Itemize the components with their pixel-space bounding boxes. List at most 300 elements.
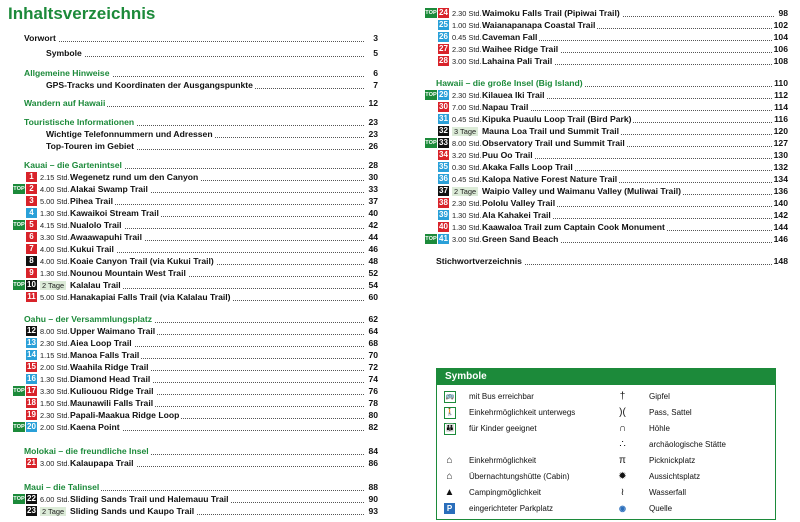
tour-number-badge: 1: [26, 172, 37, 182]
toc-entry[interactable]: [24, 129, 378, 140]
tour-duration: [452, 234, 482, 245]
toc-page-number: 93: [368, 506, 378, 516]
toc-entry-title: Kipuka Puaulu Loop Trail (Bird Park): [482, 114, 632, 124]
toc-page-number: 28: [368, 160, 378, 170]
toc-page-number: 72: [368, 362, 378, 372]
symbol-description: Aussichtsplatz: [649, 472, 701, 481]
toc-entry-title: Kawaikoi Stream Trail: [70, 208, 159, 218]
tour-duration-value: 4.00 Std.: [40, 245, 70, 254]
bus-icon: 🚌: [444, 391, 456, 403]
toc-entry-tour[interactable]: [438, 32, 788, 43]
tour-number-badge: 8: [26, 256, 37, 266]
toc-entry-title: Koaie Canyon Trail (via Kukui Trail): [70, 256, 214, 266]
toc-entry-title: Waihee Ridge Trail: [482, 44, 559, 54]
toc-page-number: 108: [773, 56, 788, 66]
toc-entry-title: Akaka Falls Loop Trail: [482, 162, 573, 172]
tour-number-badge: 41: [439, 234, 448, 243]
toc-entry-title: Waipio Valley und Waimanu Valley (Muliwai Trail): [482, 186, 681, 196]
toc-entry-tour[interactable]: [438, 126, 788, 137]
symbol-description: Campingmöglichkeit: [469, 488, 542, 497]
toc-entry-title: Pihea Trail: [70, 196, 113, 206]
toc-entry-tour[interactable]: [438, 186, 788, 197]
toc-page-number: 86: [368, 458, 378, 468]
tour-number-badge: 29: [439, 90, 448, 99]
tour-duration: [40, 268, 70, 279]
toc-page-number: 54: [368, 280, 378, 290]
tour-duration-value: 2.30 Std.: [40, 411, 70, 420]
toc-entry-tour[interactable]: [438, 174, 788, 185]
toc-entry-tour[interactable]: [26, 172, 378, 183]
tour-duration-value: 2.15 Std.: [40, 173, 70, 182]
toc-entry-title: Green Sand Beach: [482, 234, 559, 244]
toc-entry[interactable]: [436, 256, 788, 267]
tour-number-badge: 37: [439, 186, 448, 195]
tour-duration-value: 2.00 Std.: [40, 363, 70, 372]
toc-page-number: 88: [368, 482, 378, 492]
tour-duration-value: 0.45 Std.: [452, 175, 482, 184]
viewpoint-icon: ✹: [618, 471, 627, 482]
hiker-icon: 🚶: [444, 407, 456, 419]
toc-entry-tour[interactable]: [26, 208, 378, 219]
symbol-description: mit Bus erreichbar: [469, 392, 534, 401]
tour-duration-value: 2.00 Std.: [40, 423, 70, 432]
toc-entry-tour[interactable]: [26, 362, 378, 373]
toc-entry-title: Vorwort: [24, 33, 56, 43]
cave-icon: ∩: [618, 423, 627, 434]
toc-entry-title: Kauai – die Gartenintsel: [24, 160, 122, 170]
toc-page-number: 30: [368, 172, 378, 182]
toc-entry[interactable]: [24, 68, 378, 79]
toc-entry[interactable]: [24, 314, 378, 325]
toc-page-number: 33: [368, 184, 378, 194]
tour-number-badge: 14: [27, 350, 36, 359]
tour-duration-value: 0.45 Std.: [452, 115, 482, 124]
toc-page-number: 64: [368, 326, 378, 336]
tour-duration-value: 2.30 Std.: [452, 45, 482, 54]
toc-entry-tour[interactable]: [438, 114, 788, 125]
tour-duration: [40, 422, 70, 433]
tour-number-badge: 12: [27, 326, 36, 335]
symbol-description: Höhle: [649, 424, 670, 433]
toc-entry-tour[interactable]: [438, 198, 788, 209]
waterfall-icon: ≀: [620, 487, 625, 498]
toc-page-number: 42: [368, 220, 378, 230]
tour-duration: [452, 56, 482, 67]
tour-number-badge: 15: [27, 362, 36, 371]
tour-number-badge: 25: [439, 20, 448, 29]
toc-page-number: 114: [774, 102, 788, 112]
toc-entry-title: Caveman Fall: [482, 32, 538, 42]
top-tour-badge: TOP: [13, 388, 25, 394]
toc-entry-tour[interactable]: [26, 232, 378, 243]
tour-number-badge: 3: [26, 196, 37, 206]
toc-entry-tour[interactable]: [425, 138, 788, 149]
tour-number-badge: 9: [26, 268, 37, 278]
tour-number-badge: 40: [439, 222, 448, 231]
tour-duration: [40, 280, 66, 291]
toc-entry-tour[interactable]: [13, 280, 378, 291]
spring-icon: ◉: [619, 504, 626, 513]
toc-entry-title: Kalaupapa Trail: [70, 458, 134, 468]
tour-number-badge: 16: [27, 374, 36, 383]
tour-duration: [40, 244, 70, 255]
toc-entry-title: Hanakapiai Falls Trail (via Kalalau Trail): [70, 292, 231, 302]
toc-entry[interactable]: [24, 446, 378, 457]
toc-entry[interactable]: [24, 80, 378, 91]
tour-duration-value: 4.00 Std.: [40, 185, 70, 194]
tour-duration: [40, 398, 70, 409]
toc-entry[interactable]: [436, 78, 788, 89]
camping-icon: ▲: [444, 487, 455, 498]
tour-number-badge: 32: [439, 126, 448, 135]
tour-duration: [40, 362, 70, 373]
tour-duration: [40, 374, 70, 385]
toc-entry-title: GPS-Tracks und Koordinaten der Ausgangspunkte: [46, 80, 253, 90]
toc-page-number: 68: [368, 338, 378, 348]
tour-duration-value: 4.00 Std.: [40, 257, 70, 266]
tour-duration-value: 1.00 Std.: [452, 21, 482, 30]
tour-number-badge: 27: [439, 44, 448, 53]
toc-entry-tour[interactable]: [26, 374, 378, 385]
tour-duration-value: 1.15 Std.: [40, 351, 70, 360]
tour-duration-value: 2 Tage: [42, 507, 65, 516]
toc-entry-title: Maunawili Falls Trail: [70, 398, 154, 408]
toc-entry[interactable]: [24, 48, 378, 59]
tour-duration-value: 0.45 Std.: [452, 33, 482, 42]
tour-duration-value: 5.00 Std.: [40, 197, 70, 206]
tour-duration-value: 3.00 Std.: [40, 459, 70, 468]
tour-number-badge: 5: [26, 220, 37, 230]
tour-duration-value: 3.30 Std.: [40, 233, 70, 242]
symbol-description: archäologische Stätte: [649, 440, 726, 449]
toc-page-number: 46: [368, 244, 378, 254]
symbol-description: Einkehrmöglichkeit: [469, 456, 537, 465]
tour-duration-value: 1.50 Std.: [40, 399, 70, 408]
toc-entry-title: Napau Trail: [482, 102, 529, 112]
tour-duration-value: 7.00 Std.: [452, 103, 482, 112]
symbol-description: Picknickplatz: [649, 456, 696, 465]
toc-page-number: 116: [774, 114, 788, 124]
tour-number-badge: 26: [439, 32, 448, 41]
toc-entry-tour[interactable]: [438, 210, 788, 221]
tour-duration: [452, 20, 482, 31]
tour-number-badge: 23: [27, 506, 36, 515]
symbols-legend: [436, 368, 776, 520]
toc-page-number: 5: [373, 48, 378, 58]
toc-entry-tour[interactable]: [26, 326, 378, 337]
symbol-description: Übernachtungshütte (Cabin): [469, 472, 570, 481]
toc-page-number: 142: [773, 210, 788, 220]
toc-entry[interactable]: [24, 482, 378, 493]
toc-page-number: 134: [773, 174, 788, 184]
tour-duration: [452, 126, 478, 137]
toc-entry-tour[interactable]: [26, 292, 378, 303]
tour-number-badge: 11: [27, 292, 36, 301]
tour-duration: [40, 220, 70, 231]
toc-page-number: 62: [368, 314, 378, 324]
toc-entry[interactable]: [24, 33, 378, 44]
archaeological-site-icon: ∴: [619, 439, 626, 450]
tour-duration: [452, 198, 482, 209]
toc-page-number: 26: [368, 141, 378, 151]
toc-page-number: 144: [773, 222, 788, 232]
tour-duration-value: 3.00 Std.: [452, 57, 482, 66]
tour-number-badge: 31: [439, 114, 448, 123]
toc-entry-title: Manoa Falls Trail: [70, 350, 140, 360]
toc-page-number: 48: [368, 256, 378, 266]
top-tour-badge: TOP: [13, 424, 25, 430]
toc-entry-tour[interactable]: [438, 56, 788, 67]
toc-entry-tour[interactable]: [13, 422, 378, 433]
toc-entry-title: Aiea Loop Trail: [70, 338, 132, 348]
toc-entry-title: Oahu – der Versammlungsplatz: [24, 314, 152, 324]
tour-duration-value: 8.00 Std.: [452, 139, 482, 148]
toc-entry-title: Alakai Swamp Trail: [70, 184, 148, 194]
tour-number-badge: 13: [27, 338, 36, 347]
tour-duration: [40, 386, 70, 397]
toc-entry-tour[interactable]: [438, 162, 788, 173]
dot-leader: [46, 48, 364, 57]
tour-duration: [40, 410, 70, 421]
top-tour-badge: TOP: [425, 140, 437, 146]
toc-entry-title: Lahaina Pali Trail: [482, 56, 553, 66]
toc-page-number: 104: [773, 32, 788, 42]
tour-duration: [452, 102, 482, 113]
tour-number-badge: 33: [439, 138, 448, 147]
toc-entry-title: Upper Waimano Trail: [70, 326, 156, 336]
tour-duration: [452, 186, 478, 197]
toc-page-number: 60: [368, 292, 378, 302]
tour-duration: [40, 256, 70, 267]
tour-duration: [452, 174, 482, 185]
symbols-legend-title: Symbole: [437, 369, 775, 385]
tour-duration: [40, 506, 66, 517]
toc-page-number: 140: [773, 198, 788, 208]
toc-entry-title: Awaawapuhi Trail: [70, 232, 142, 242]
blank-icon: [444, 439, 455, 450]
tour-number-badge: 35: [439, 162, 448, 171]
toc-entry-title: Nounou Mountain West Trail: [70, 268, 186, 278]
symbol-description: Einkehrmöglichkeit unterwegs: [469, 408, 576, 417]
toc-page-number: 84: [368, 446, 378, 456]
toc-entry-tour[interactable]: [26, 256, 378, 267]
toc-entry-tour[interactable]: [26, 458, 378, 469]
tour-number-badge: 24: [439, 8, 448, 17]
tour-duration-value: 1.30 Std.: [452, 211, 482, 220]
toc-page-number: 112: [774, 90, 788, 100]
symbol-description: Wasserfall: [649, 488, 687, 497]
toc-entry-title: Wichtige Telefonnummern und Adressen: [46, 129, 213, 139]
tour-duration-value: 1.30 Std.: [40, 209, 70, 218]
toc-page-number: 3: [373, 33, 378, 43]
toc-entry-title: Nualolo Trail: [70, 220, 122, 230]
top-tour-badge: TOP: [425, 92, 437, 98]
top-tour-badge: TOP: [13, 186, 25, 192]
toc-page-number: 78: [368, 398, 378, 408]
toc-entry-title: Ala Kahakei Trail: [482, 210, 551, 220]
toc-entry-tour[interactable]: [438, 44, 788, 55]
tour-duration-value: 5.00 Std.: [40, 293, 70, 302]
toc-entry-title: Top-Touren im Gebiet: [46, 141, 135, 151]
toc-page-number: 52: [368, 268, 378, 278]
tour-duration: [40, 232, 70, 243]
dot-leader: [24, 33, 364, 42]
tour-duration: [40, 292, 70, 303]
tour-number-badge: 39: [439, 210, 448, 219]
tour-duration: [40, 208, 70, 219]
tour-duration: [452, 8, 482, 19]
tour-number-badge: 17: [27, 386, 36, 395]
toc-entry-tour[interactable]: [438, 222, 788, 233]
toc-page-number: 90: [368, 494, 378, 504]
tour-duration: [452, 222, 482, 233]
tour-duration-value: 2.30 Std.: [452, 91, 482, 100]
toc-page-number: 80: [368, 410, 378, 420]
toc-entry-tour[interactable]: [26, 506, 378, 517]
tour-duration-value: 1.30 Std.: [40, 375, 70, 384]
tour-duration-value: 0.30 Std.: [452, 163, 482, 172]
page-title: Inhaltsverzeichnis: [8, 4, 156, 23]
pass-icon: )(: [619, 407, 626, 418]
toc-entry-title: Kalalau Trail: [70, 280, 121, 290]
toc-entry-tour[interactable]: [26, 398, 378, 409]
tour-duration: [40, 184, 70, 195]
toc-entry-tour[interactable]: [26, 410, 378, 421]
toc-entry-tour[interactable]: [13, 184, 378, 195]
tour-number-badge: 21: [27, 458, 36, 467]
toc-page-number: 7: [373, 80, 378, 90]
toc-entry-title: Kilauea Iki Trail: [482, 90, 545, 100]
toc-page-number: 12: [368, 98, 378, 108]
tour-duration: [452, 44, 482, 55]
toc-entry-tour[interactable]: [26, 350, 378, 361]
tour-duration: [40, 196, 70, 207]
toc-page-number: 146: [773, 234, 788, 244]
toc-entry[interactable]: [24, 141, 378, 152]
toc-page-number: 70: [368, 350, 378, 360]
summit-icon: †: [619, 391, 626, 402]
toc-entry-title: Diamond Head Trail: [70, 374, 151, 384]
tour-number-badge: 34: [439, 150, 448, 159]
cabin-icon: ⌂: [446, 471, 453, 482]
toc-entry-tour[interactable]: [425, 8, 788, 19]
toc-entry-tour[interactable]: [438, 20, 788, 31]
toc-entry-tour[interactable]: [13, 386, 378, 397]
toc-entry-title: Waahila Ridge Trail: [70, 362, 149, 372]
family-icon: 👪: [444, 423, 456, 435]
parking-icon: P: [444, 503, 455, 514]
toc-page-number: 148: [773, 256, 788, 266]
tour-duration: [452, 150, 482, 161]
toc-entry-tour[interactable]: [425, 90, 788, 101]
toc-entry[interactable]: [24, 117, 378, 128]
toc-entry-title: Kuliouou Ridge Trail: [70, 386, 154, 396]
toc-entry-title: Maui – die Talinsel: [24, 482, 100, 492]
toc-entry-title: Sliding Sands und Kaupo Trail: [70, 506, 195, 516]
tour-duration-value: 3.20 Std.: [452, 151, 482, 160]
toc-entry-tour[interactable]: [26, 338, 378, 349]
tour-number-badge: 10: [27, 280, 36, 289]
tour-duration: [452, 114, 482, 125]
toc-page-number: 130: [773, 150, 788, 160]
toc-entry-title: Stichwortverzeichnis: [436, 256, 522, 266]
toc-entry-tour[interactable]: [425, 234, 788, 245]
toc-page-number: 23: [368, 129, 378, 139]
tour-number-badge: 28: [439, 56, 448, 65]
symbol-description: eingerichteter Parkplatz: [469, 504, 554, 513]
tour-duration-value: 3 Tage: [454, 127, 477, 136]
tour-number-badge: 18: [27, 398, 36, 407]
toc-entry-tour[interactable]: [13, 494, 378, 505]
toc-page-number: 37: [368, 196, 378, 206]
toc-page-number: 76: [368, 386, 378, 396]
toc-page-number: 23: [368, 117, 378, 127]
tour-duration-value: 3.30 Std.: [40, 387, 70, 396]
tour-number-badge: 2: [26, 184, 37, 194]
toc-entry-title: Kaawaloa Trail zum Captain Cook Monument: [482, 222, 665, 232]
tour-duration-value: 2.30 Std.: [40, 339, 70, 348]
toc-entry-tour[interactable]: [26, 244, 378, 255]
toc-entry-title: Touristische Informationen: [24, 117, 135, 127]
toc-entry-tour[interactable]: [438, 102, 788, 113]
toc-page-number: 6: [373, 68, 378, 78]
tour-duration-value: 2.30 Std.: [452, 9, 482, 18]
tour-duration-value: 1.30 Std.: [40, 269, 70, 278]
toc-entry-title: Papali-Maakua Ridge Loop: [70, 410, 180, 420]
toc-entry-tour[interactable]: [13, 220, 378, 231]
symbol-description: für Kinder geeignet: [469, 424, 537, 433]
tour-number-badge: 6: [26, 232, 37, 242]
toc-entry-title: Waianapanapa Coastal Trail: [482, 20, 596, 30]
toc-entry-title: Puu Oo Trail: [482, 150, 533, 160]
symbol-description: Gipfel: [649, 392, 670, 401]
toc-entry-title: Wandern auf Hawaii: [24, 98, 106, 108]
toc-entry-title: Observatory Trail und Summit Trail: [482, 138, 625, 148]
tour-number-badge: 22: [27, 494, 36, 503]
top-tour-badge: TOP: [13, 222, 25, 228]
tour-duration-value: 2 Tage: [42, 281, 65, 290]
tour-duration: [452, 138, 482, 149]
toc-page-number: 132: [773, 162, 788, 172]
tour-duration-value: 3.00 Std.: [452, 235, 482, 244]
toc-page-number: 44: [368, 232, 378, 242]
toc-entry[interactable]: [24, 160, 378, 171]
toc-entry-tour[interactable]: [26, 196, 378, 207]
tour-duration: [40, 172, 70, 183]
toc-entry-title: Wegenetz rund um den Canyon: [70, 172, 199, 182]
toc-entry[interactable]: [24, 98, 378, 109]
tour-number-badge: 36: [439, 174, 448, 183]
tour-number-badge: 7: [26, 244, 37, 254]
toc-page-number: 106: [773, 44, 788, 54]
tour-duration: [40, 458, 70, 469]
toc-entry-title: Mauna Loa Trail und Summit Trail: [482, 126, 620, 136]
tour-duration-value: 2.30 Std.: [452, 199, 482, 208]
tour-number-badge: 4: [26, 208, 37, 218]
toc-entry-title: Allgemeine Hinweise: [24, 68, 110, 78]
toc-page-number: 110: [774, 78, 788, 88]
tour-duration-value: 8.00 Std.: [40, 327, 70, 336]
toc-entry-title: Kukui Trail: [70, 244, 114, 254]
top-tour-badge: TOP: [13, 282, 25, 288]
toc-entry-title: Pololu Valley Trail: [482, 198, 556, 208]
tour-duration: [452, 90, 482, 101]
toc-entry-title: Symbole: [46, 48, 82, 58]
toc-entry-title: Kaena Point: [70, 422, 120, 432]
tour-duration-value: 2 Tage: [454, 187, 477, 196]
toc-entry-tour[interactable]: [26, 268, 378, 279]
toc-entry-tour[interactable]: [438, 150, 788, 161]
